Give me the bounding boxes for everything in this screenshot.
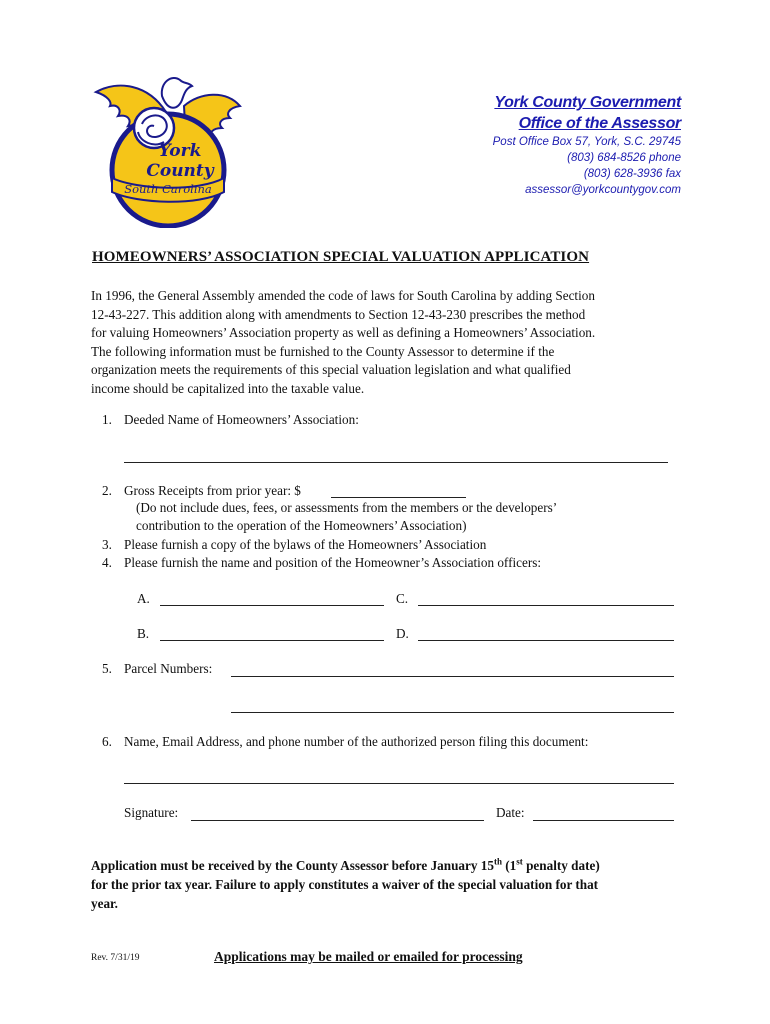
officer-c-label: C. xyxy=(396,591,409,606)
officer-a-field[interactable] xyxy=(160,605,384,606)
item3-number: 3. xyxy=(102,537,112,552)
footer-note: Applications may be mailed or emailed for processing xyxy=(214,949,523,964)
date-label: Date: xyxy=(496,805,525,820)
item2-note-line2: contribution to the operation of the Homeowners’ Association) xyxy=(136,518,467,533)
deadline-line2: for the prior tax year. Failure to apply constitutes a waiver of the special valuation for that xyxy=(91,876,599,892)
date-field[interactable] xyxy=(533,820,674,821)
officer-d-label: D. xyxy=(396,626,409,641)
contact-phone: (803) 684-8526 phone xyxy=(567,152,681,164)
deadline-text-a: Application must be received by the County Assessor before January 15 xyxy=(91,858,494,873)
seal-text-south-carolina: South Carolina xyxy=(124,182,212,196)
officer-b-label: B. xyxy=(137,626,150,641)
contact-email[interactable]: assessor@yorkcountygov.com xyxy=(525,184,681,196)
officer-b-field[interactable] xyxy=(160,640,384,641)
item2-label: Gross Receipts from prior year: $ xyxy=(124,483,301,498)
org-name-line1: York County Government xyxy=(494,94,681,111)
york-county-seal xyxy=(88,66,248,228)
intro-line: organization meets the requirements of this special valuation legislation and what qualified xyxy=(91,362,571,378)
item6-label: Name, Email Address, and phone number of the authorized person filing this document: xyxy=(124,734,589,749)
filer-contact-field[interactable] xyxy=(124,783,674,784)
seal-text-county: County xyxy=(146,161,214,181)
intro-paragraph xyxy=(91,287,691,399)
intro-line: The following information must be furnished to the County Assessor to determine if the xyxy=(91,343,555,359)
deadline-line1 xyxy=(91,857,691,876)
form-title: HOMEOWNERS’ ASSOCIATION SPECIAL VALUATION APPLICATION xyxy=(92,249,590,265)
org-name-line2: Office of the Assessor xyxy=(518,115,681,132)
deadline-text-c: penalty date) xyxy=(522,858,600,873)
item5-label: Parcel Numbers: xyxy=(124,661,213,676)
item2-number: 2. xyxy=(102,483,112,498)
deadline-text-b: (1 xyxy=(501,858,517,873)
deadline-sup-st: st xyxy=(516,856,523,867)
contact-fax: (803) 628-3936 fax xyxy=(583,168,681,180)
item5-number: 5. xyxy=(102,661,112,676)
item6-number: 6. xyxy=(102,734,112,749)
contact-address: Post Office Box 57, York, S.C. 29745 xyxy=(492,136,681,148)
item4-label: Please furnish the name and position of the Homeowner’s Association officers: xyxy=(124,555,542,570)
deadline-sup-th: th xyxy=(493,856,502,867)
hoa-name-field[interactable] xyxy=(124,462,668,463)
signature-label: Signature: xyxy=(124,805,179,820)
parcel-numbers-field-1[interactable] xyxy=(231,676,674,677)
item3-label: Please furnish a copy of the bylaws of the Homeowners’ Association xyxy=(124,537,487,552)
parcel-numbers-field-2[interactable] xyxy=(231,712,674,713)
item2-note-line1: (Do not include dues, fees, or assessments from the members or the developers’ xyxy=(136,500,558,515)
intro-line: 12-43-227. This addition along with amendments to Section 12-43-230 prescribes the method xyxy=(91,306,586,322)
item4-number: 4. xyxy=(102,555,112,570)
officer-c-field[interactable] xyxy=(418,605,674,606)
revision-date: Rev. 7/31/19 xyxy=(91,953,140,963)
intro-line: In 1996, the General Assembly amended the code of laws for South Carolina by adding Section xyxy=(91,288,595,303)
officer-a-label: A. xyxy=(137,591,150,606)
intro-line: for valuing Homeowners’ Association property as well as defining a Homeowners’ Association. xyxy=(91,325,596,341)
item1-label: Deeded Name of Homeowners’ Association: xyxy=(124,412,359,427)
gross-receipts-field[interactable] xyxy=(331,497,466,498)
deadline-notice xyxy=(91,857,691,913)
deadline-line3: year. xyxy=(91,895,118,911)
signature-field[interactable] xyxy=(191,820,484,821)
item1-number: 1. xyxy=(102,412,112,427)
officer-d-field[interactable] xyxy=(418,640,674,641)
contact-block xyxy=(493,134,681,198)
intro-line: income should be capitalized into the taxable value. xyxy=(91,380,365,396)
seal-text-york: York xyxy=(158,141,202,161)
